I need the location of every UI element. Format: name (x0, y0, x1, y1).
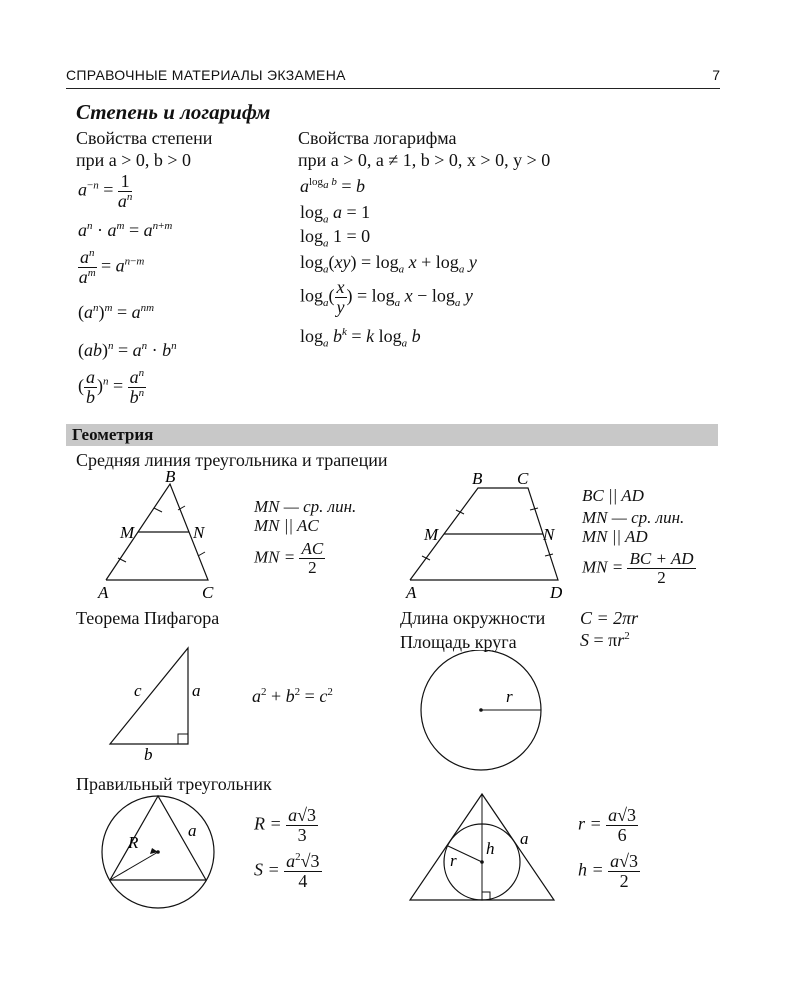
label-a: A (406, 583, 417, 602)
label-a: a (520, 829, 529, 848)
formula-log-power: $\log_a b^k = k$ $\log_a b$ (300, 326, 421, 350)
label-d: D (550, 583, 563, 602)
trap-bases-parallel: BC || AD (582, 486, 644, 505)
trap-midline-def: MN — ср. лин. (582, 508, 685, 527)
formula-power-quotient: $\frac{a^n}{a^m}$ = $a^{n-m}$ (78, 247, 145, 287)
formula-power-of-power: $(a^n)^m = a^{nm}$ (78, 302, 155, 322)
trap-midline-parallel: MN || AD (582, 527, 648, 546)
formula-circumradius: R = $\frac{a√3}{3}$ (254, 805, 317, 845)
page-header (66, 64, 720, 89)
label-h: h (486, 839, 495, 858)
right-triangle-figure (100, 640, 210, 764)
midline-heading: Средняя линия треугольника и трапеции (76, 450, 388, 470)
formula-log-quotient: $\log_a$( $\frac{x}{y}$ ) = $\log_a x - \log_a y$ (300, 277, 473, 317)
circle-length-label: Длина окружности (400, 608, 546, 628)
formula-height: h = $\frac{a√3}{2}$ (578, 851, 639, 891)
label-c: C (517, 469, 529, 488)
circle-area-label: Площадь круга (400, 632, 517, 652)
tri-midline-formula: MN = $\frac{AC}{2}$ (254, 539, 324, 577)
header-title: СПРАВОЧНЫЕ МАТЕРИАЛЫ ЭКЗАМЕНА (66, 67, 346, 83)
tri-midline-parallel: MN || AC (254, 516, 319, 535)
formula-product-power: $(ab)^n = a^n \cdot b^n$ (78, 340, 177, 360)
label-b: B (472, 469, 483, 488)
formula-inradius: r = $\frac{a√3}{6}$ (578, 805, 637, 845)
pythagoras-heading: Теорема Пифагора (76, 608, 220, 628)
triangle-midline-figure (90, 468, 230, 604)
trap-midline-formula: MN = $\frac{BC + AD}{2}$ (582, 549, 694, 587)
geometry-title: Геометрия (72, 425, 154, 444)
formula-pythagoras: $a^2 + b^2 = c^2$ (252, 686, 333, 706)
inscribed-triangle-figure (408, 790, 560, 906)
circle-figure (418, 650, 548, 772)
formula-log-one: $\log_a 1 = 0$ (300, 226, 371, 250)
section-title-power-log: Степень и логарифм (76, 100, 271, 124)
label-b: B (165, 468, 176, 486)
circle-area-formula: $S = \pi r^2$ (580, 630, 630, 650)
label-a: a (188, 821, 197, 840)
circle-length-formula: C = 2πr (580, 608, 639, 628)
label-r: r (506, 687, 513, 706)
formula-log-base: $\log_a a = 1$ (300, 202, 371, 226)
trapezoid-midline-figure (400, 468, 572, 604)
label-m: M (120, 523, 135, 542)
formula-log-product: $\log_a(xy) = \log_a x + \log_a y$ (300, 252, 477, 276)
circumscribed-triangle-figure (96, 790, 220, 912)
label-a: a (192, 681, 201, 700)
label-m: M (424, 525, 439, 544)
label-b: b (144, 745, 153, 764)
formula-area: S = $\frac{a^2√3}{4}$ (254, 851, 320, 891)
label-r: r (450, 851, 457, 870)
logs-heading: Свойства логарифма (298, 128, 457, 148)
page-number: 7 (712, 67, 720, 83)
formula-log-identity: $a^{log_a b} = b$ (300, 176, 365, 196)
tri-midline-def: MN — ср. лин. (254, 497, 357, 516)
label-a: A (98, 583, 109, 602)
logs-condition: при a > 0, a ≠ 1, b > 0, x > 0, y > 0 (298, 150, 551, 170)
label-n: N (193, 523, 205, 542)
regular-triangle-heading: Правильный треугольник (76, 774, 272, 794)
label-n: N (543, 525, 555, 544)
geometry-section-bar (66, 424, 718, 446)
label-c: c (134, 681, 142, 700)
powers-heading: Свойства степени (76, 128, 213, 148)
label-c: C (202, 583, 214, 602)
powers-condition: при a > 0, b > 0 (76, 150, 192, 170)
formula-power-product: $a^n \cdot a^m = a^{n+m}$ (78, 220, 173, 240)
formula-quotient-power: ( $\frac{a}{b}$ )$^n$ = $\frac{a^n}{b^n}$ (78, 367, 145, 407)
formula-negative-power: $a^{-n}$ = $\frac{1}{a^n}$ (78, 171, 133, 211)
label-r-big: R (128, 833, 139, 852)
